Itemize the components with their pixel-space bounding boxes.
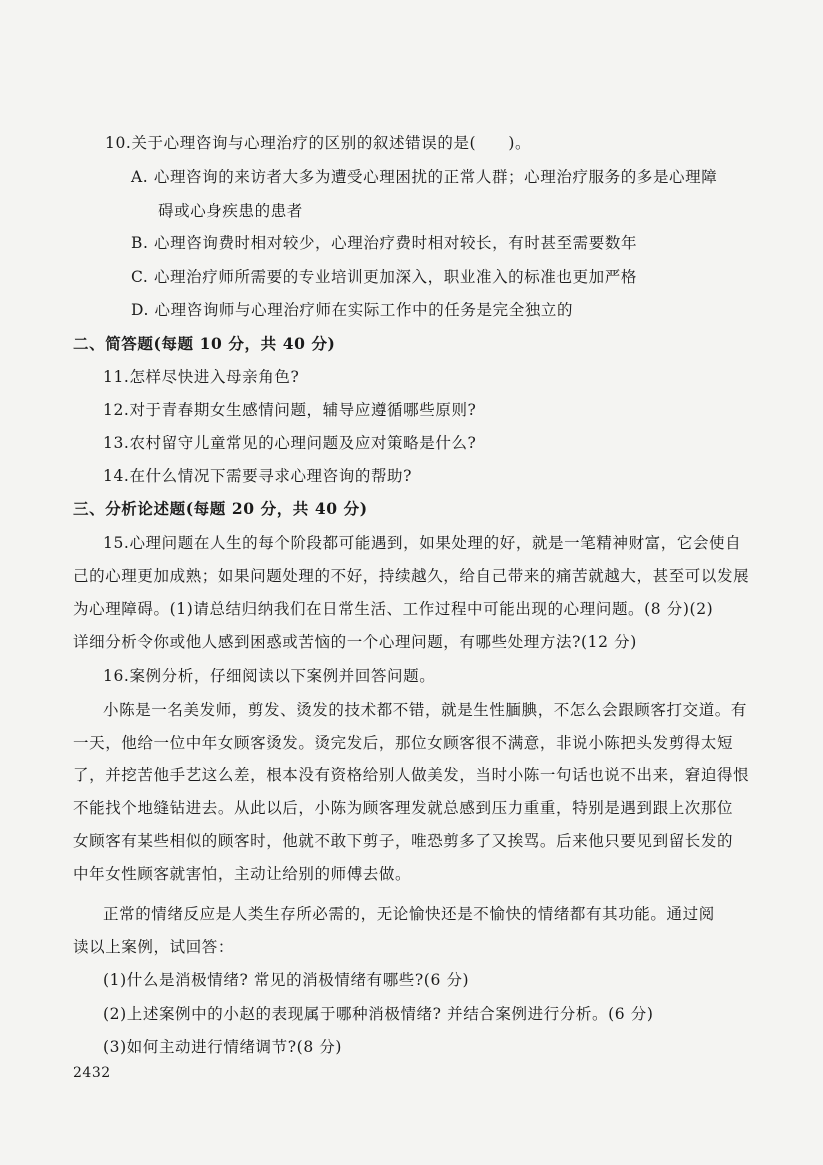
question-12: 12.对于青春期女生感情问题，辅导应遵循哪些原则? xyxy=(103,401,477,419)
question-10-stem: 10.关于心理咨询与心理治疗的区别的叙述错误的是( )。 xyxy=(105,134,532,152)
page-number: 2432 xyxy=(73,1065,111,1081)
question-10-option-d: D. 心理咨询师与心理治疗师在实际工作中的任务是完全独立的 xyxy=(131,301,574,319)
case-line: 了，并挖苦他手艺这么差，根本没有资格给别人做美发，当时小陈一句话也说不出来，窘迫得恨 xyxy=(73,766,750,784)
section-3-heading: 三、分析论述题(每题 20 分，共 40 分) xyxy=(73,499,368,518)
case-line: 小陈是一名美发师，剪发、烫发的技术都不错，就是生性腼腆，不怎么会跟顾客打交道。有 xyxy=(103,701,748,719)
prompt-line: 读以上案例，试回答： xyxy=(73,938,235,956)
question-13: 13.农村留守儿童常见的心理问题及应对策略是什么? xyxy=(103,434,477,452)
case-line: 一天，他给一位中年女顾客烫发。烫完发后，那位女顾客很不满意，非说小陈把头发剪得太短 xyxy=(73,734,734,752)
case-line: 女顾客有某些相似的顾客时，他就不敢下剪子，唯恐剪多了又挨骂。后来他只要见到留长发的 xyxy=(73,832,734,850)
case-line: 中年女性顾客就害怕，主动让给别的师傅去做。 xyxy=(73,865,412,883)
question-15-line: 15.心理问题在人生的每个阶段都可能遇到，如果处理的好，就是一笔精神财富，它会使自 xyxy=(103,534,742,552)
question-10-option-b: B. 心理咨询费时相对较少，心理治疗费时相对较长，有时甚至需要数年 xyxy=(131,234,638,252)
sub-question-1: (1)什么是消极情绪? 常见的消极情绪有哪些?(6 分) xyxy=(103,971,470,989)
question-16-intro: 16.案例分析，仔细阅读以下案例并回答问题。 xyxy=(103,667,436,685)
prompt-line: 正常的情绪反应是人类生存所必需的，无论愉快还是不愉快的情绪都有其功能。通过阅 xyxy=(103,905,715,923)
question-15-line: 己的心理更加成熟；如果问题处理的不好，持续越久，给自己带来的痛苦就越大，甚至可以发展 xyxy=(73,567,750,585)
question-10-option-a-line2: 碍或心身疾患的患者 xyxy=(158,202,303,220)
section-2-heading: 二、简答题(每题 10 分，共 40 分) xyxy=(73,334,336,353)
question-15-line: 为心理障碍。(1)请总结归纳我们在日常生活、工作过程中可能出现的心理问题。(8 分)(2) xyxy=(73,600,714,618)
question-15-line: 详细分析令你或他人感到困惑或苦恼的一个心理问题，有哪些处理方法?(12 分) xyxy=(73,633,637,651)
sub-question-3: (3)如何主动进行情绪调节?(8 分) xyxy=(103,1038,343,1056)
sub-question-2: (2)上述案例中的小赵的表现属于哪种消极情绪? 并结合案例进行分析。(6 分) xyxy=(103,1005,654,1023)
question-14: 14.在什么情况下需要寻求心理咨询的帮助? xyxy=(103,467,413,485)
case-line: 不能找个地缝钻进去。从此以后，小陈为顾客理发就总感到压力重重，特别是遇到跟上次那位 xyxy=(73,799,734,817)
question-11: 11.怎样尽快进入母亲角色? xyxy=(103,368,300,386)
question-10-option-c: C. 心理治疗师所需要的专业培训更加深入，职业准入的标准也更加严格 xyxy=(131,268,637,286)
question-10-option-a-line1: A. 心理咨询的来访者大多为遭受心理困扰的正常人群；心理治疗服务的多是心理障 xyxy=(131,168,718,186)
